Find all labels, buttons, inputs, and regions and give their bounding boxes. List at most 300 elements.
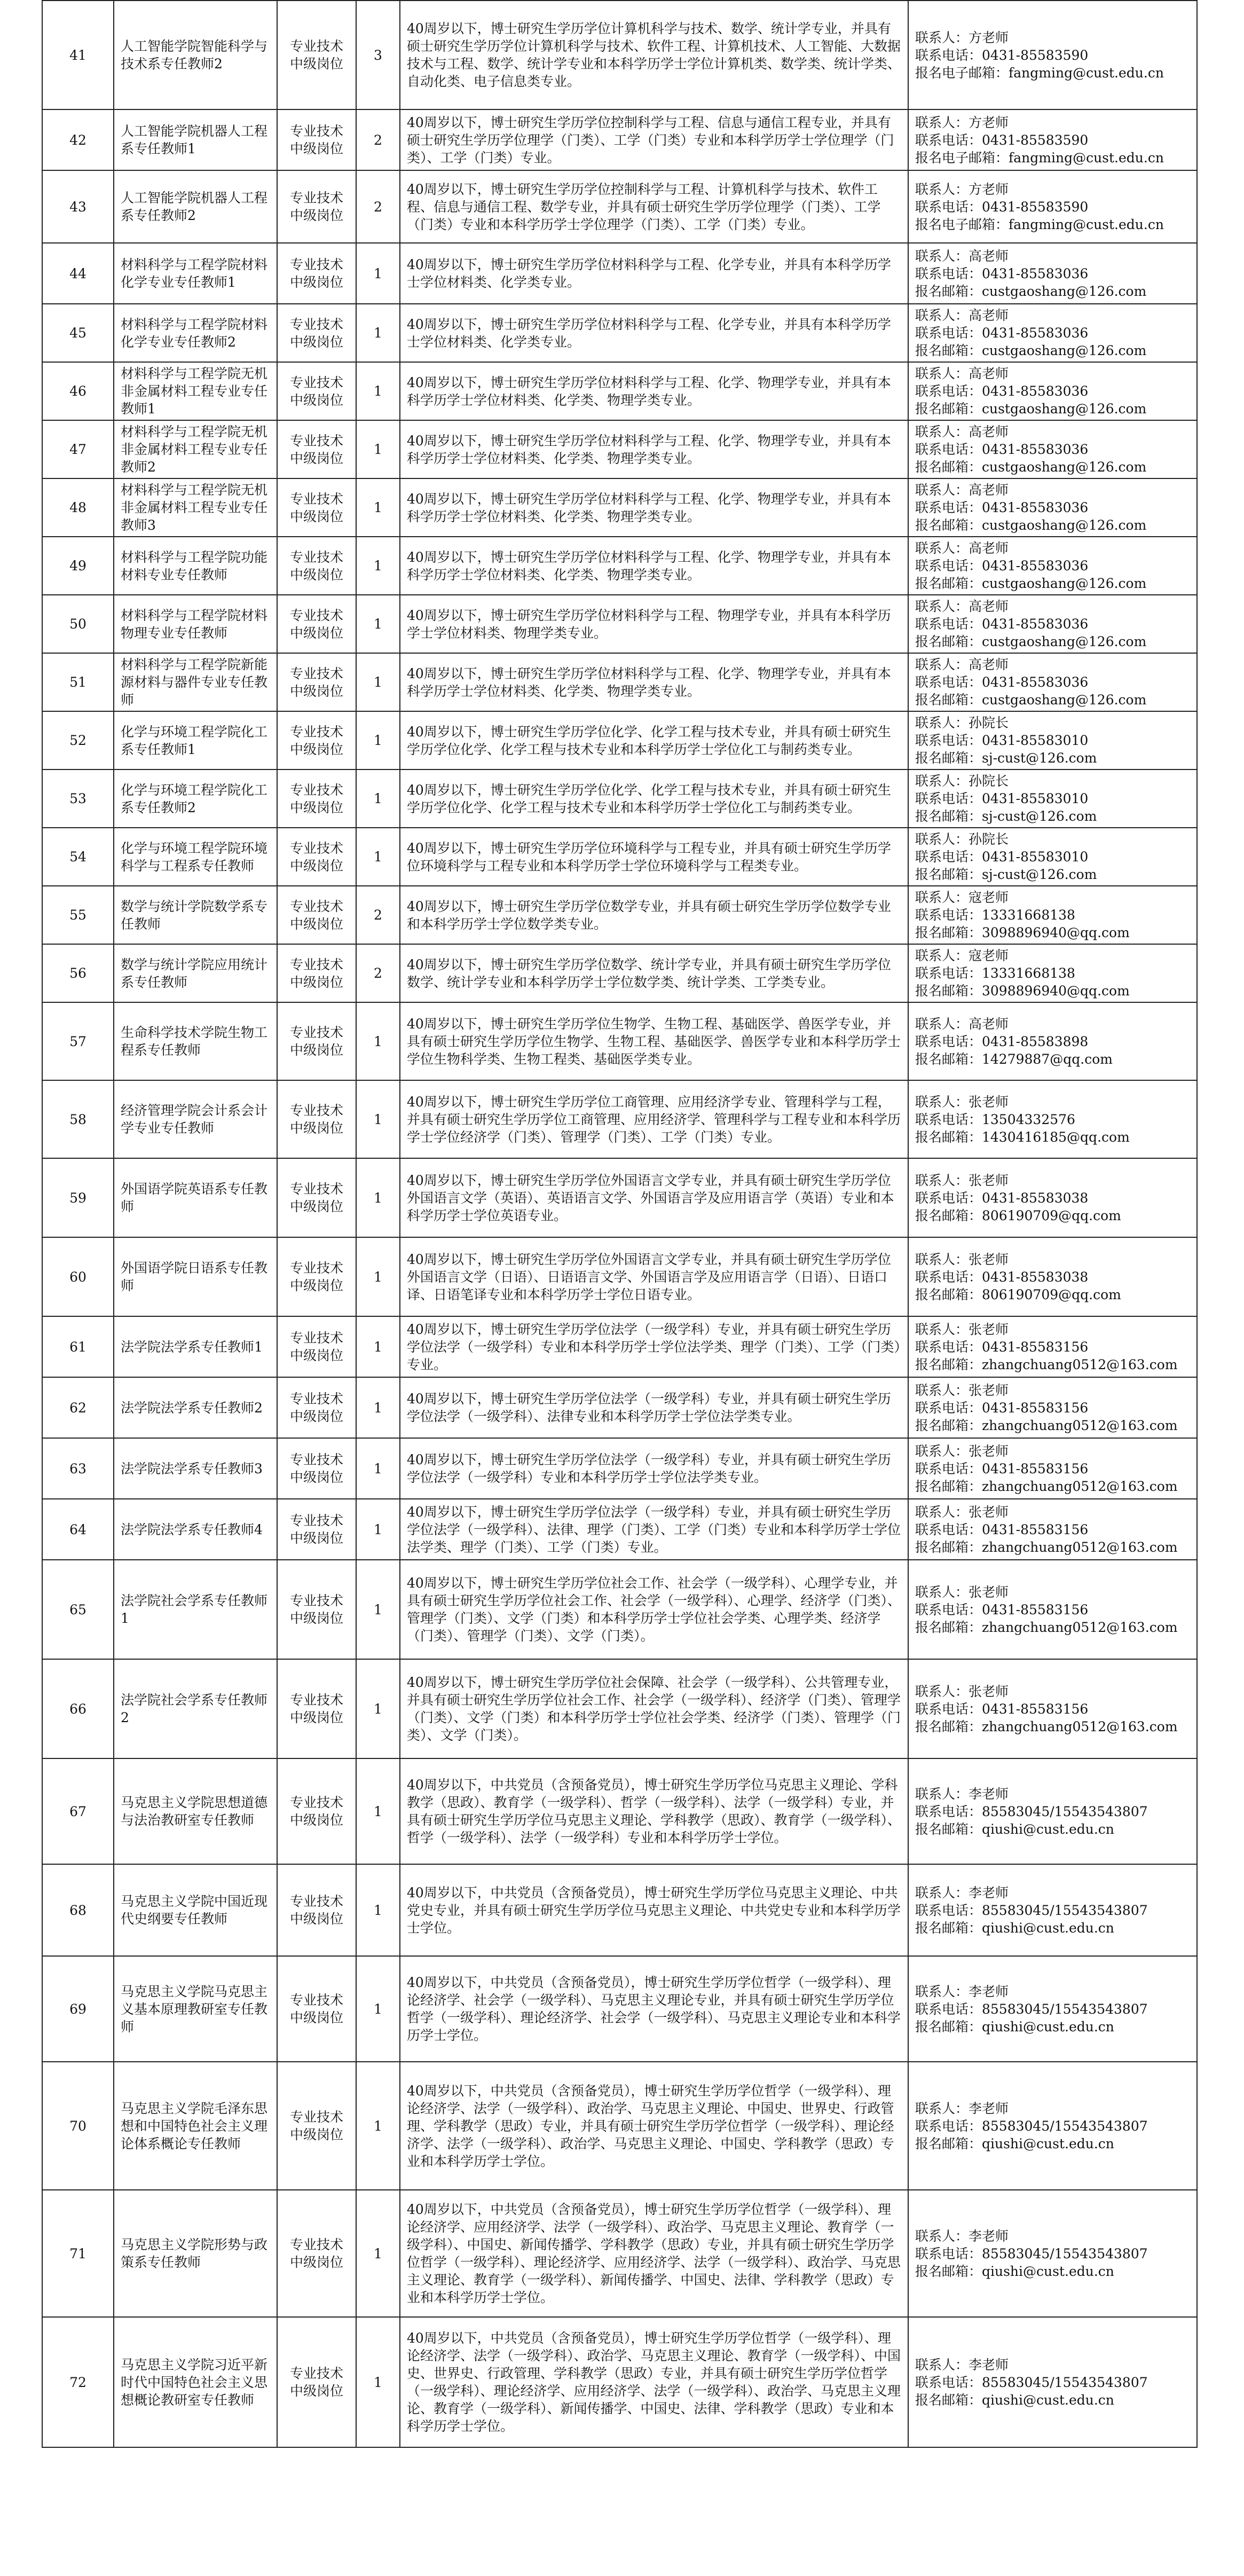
table-row: [42, 1956, 1197, 2062]
row-number-cell: 69: [42, 1956, 114, 2062]
position-name-cell: 外国语学院英语系专任教师: [114, 1158, 277, 1237]
position-type-cell: 专业技术中级岗位: [277, 1560, 356, 1659]
contact-person: 联系人：高老师: [915, 540, 1009, 556]
contact-cell: [908, 1659, 1197, 1758]
contact-person: 联系人：张老师: [915, 1382, 1009, 1398]
position-name-cell: 马克思主义学院思想道德与法治教研室专任教师: [114, 1758, 277, 1864]
requirements-cell: 40周岁以下，博士研究生学历学位化学、化学工程与技术专业，并具有硕士研究生学历学位化学、化学工程与技术专业和本科学历学士学位化工与制药类专业。: [400, 711, 908, 769]
position-type-cell: 专业技术中级岗位: [277, 362, 356, 420]
requirements-cell: 40周岁以下，博士研究生学历学位社会保障、社会学（一级学科）、公共管理专业，并具有硕士研究生学历学位社会工作、社会学（一级学科）、经济学（门类）、管理学（门类）、文学（门类）和本科学历学士学位社会学类、经济学（门类）、管理学（门类）、文学（门类）。: [400, 1659, 908, 1758]
table-row: [42, 537, 1197, 595]
position-type-cell: 专业技术中级岗位: [277, 1377, 356, 1438]
contact-cell: [908, 1316, 1197, 1377]
requirements-cell: 40周岁以下，博士研究生学历学位控制科学与工程、信息与通信工程专业，并具有硕士研究生学历学位理学（门类）、工学（门类）专业和本科学历学士学位理学（门类）、工学（门类）专业。: [400, 109, 908, 170]
contact-email[interactable]: 报名邮箱：qiushi@cust.edu.cn: [915, 1821, 1114, 1837]
table-row: [42, 170, 1197, 243]
row-number-cell: 50: [42, 595, 114, 653]
contact-email[interactable]: 报名邮箱：806190709@qq.com: [915, 1207, 1121, 1223]
requirements-cell: 40周岁以下，博士研究生学历学位材料科学与工程、物理学专业，并具有本科学历学士学位材料类、物理学类专业。: [400, 595, 908, 653]
contact-cell: [908, 653, 1197, 711]
contact-person: 联系人：李老师: [915, 1884, 1009, 1900]
position-type-cell: 专业技术中级岗位: [277, 1956, 356, 2062]
table-row: [42, 420, 1197, 478]
contact-email[interactable]: 报名邮箱：qiushi@cust.edu.cn: [915, 2135, 1114, 2151]
position-type-cell: 专业技术中级岗位: [277, 1237, 356, 1316]
requirements-cell: 40周岁以下，博士研究生学历学位工商管理、应用经济学专业、管理科学与工程，并具有硕士研究生学历学位工商管理、应用经济学、管理科学与工程专业和本科学历学士学位经济学（门类）、管理学（门类）、工学（门类）专业。: [400, 1080, 908, 1158]
headcount-cell: 3: [356, 1, 400, 109]
position-name-cell: 数学与统计学院数学系专任教师: [114, 886, 277, 944]
table-row: [42, 2062, 1197, 2190]
contact-phone: 联系电话：13504332576: [915, 1111, 1075, 1127]
table-row: [42, 478, 1197, 537]
contact-phone: 联系电话：0431-85583038: [915, 1269, 1089, 1285]
requirements-cell: 40周岁以下，博士研究生学历学位控制科学与工程、计算机科学与技术、软件工程、信息与通信工程、数学专业，并具有硕士研究生学历学位理学（门类）、工学（门类）专业和本科学历学士学位理学（门类）、工学（门类）专业。: [400, 170, 908, 243]
contact-email[interactable]: 报名电子邮箱：fangming@cust.edu.cn: [915, 65, 1164, 81]
table-row: [42, 1237, 1197, 1316]
requirements-cell: 40周岁以下，博士研究生学历学位法学（一级学科）专业，并具有硕士研究生学历学位法学（一级学科）、法律、理学（门类）、工学（门类）专业和本科学历学士学位法学类、理学（门类）、工学（门类）专业。: [400, 1499, 908, 1560]
headcount-cell: 1: [356, 1758, 400, 1864]
contact-email[interactable]: 报名邮箱：zhangchuang0512@163.com: [915, 1539, 1178, 1555]
contact-person: 联系人：李老师: [915, 1786, 1009, 1802]
position-name-cell: 材料科学与工程学院无机非金属材料工程专业专任教师1: [114, 362, 277, 420]
contact-email[interactable]: 报名邮箱：custgaoshang@126.com: [915, 401, 1147, 417]
contact-person: 联系人：高老师: [915, 424, 1009, 439]
position-name-cell: 人工智能学院智能科学与技术系专任教师2: [114, 1, 277, 109]
contact-cell: [908, 1864, 1197, 1956]
requirements-cell: 40周岁以下，博士研究生学历学位材料科学与工程、化学、物理学专业，并具有本科学历学士学位材料类、化学类、物理学类专业。: [400, 478, 908, 537]
contact-cell: [908, 243, 1197, 304]
contact-phone: 联系电话：0431-85583156: [915, 1460, 1089, 1477]
contact-cell: [908, 109, 1197, 170]
row-number-cell: 67: [42, 1758, 114, 1864]
position-name-cell: 材料科学与工程学院无机非金属材料工程专业专任教师3: [114, 478, 277, 537]
requirements-cell: 40周岁以下，博士研究生学历学位法学（一级学科）专业，并具有硕士研究生学历学位法学（一级学科）、法律专业和本科学历学士学位法学类专业。: [400, 1377, 908, 1438]
headcount-cell: 1: [356, 1237, 400, 1316]
contact-cell: [908, 304, 1197, 362]
row-number-cell: 44: [42, 243, 114, 304]
contact-cell: [908, 362, 1197, 420]
contact-email[interactable]: 报名邮箱：806190709@qq.com: [915, 1286, 1121, 1302]
contact-person: 联系人：张老师: [915, 1321, 1009, 1337]
row-number-cell: 47: [42, 420, 114, 478]
contact-person: 联系人：方老师: [915, 181, 1009, 197]
contact-email[interactable]: 报名邮箱：1430416185@qq.com: [915, 1129, 1130, 1145]
table-row: [42, 109, 1197, 170]
requirements-cell: 40周岁以下，博士研究生学历学位材料科学与工程、化学专业，并具有本科学历学士学位材料类、化学类专业。: [400, 304, 908, 362]
contact-email[interactable]: 报名邮箱：sj-cust@126.com: [915, 750, 1097, 766]
contact-email[interactable]: 报名邮箱：qiushi@cust.edu.cn: [915, 2392, 1114, 2408]
contact-phone: 联系电话：0431-85583156: [915, 1339, 1089, 1355]
row-number-cell: 71: [42, 2190, 114, 2317]
position-name-cell: 马克思主义学院毛泽东思想和中国特色社会主义理论体系概论专任教师: [114, 2062, 277, 2190]
position-name-cell: 材料科学与工程学院材料化学专业专任教师1: [114, 243, 277, 304]
position-name-cell: 化学与环境工程学院环境科学与工程系专任教师: [114, 828, 277, 886]
contact-cell: [908, 1237, 1197, 1316]
position-type-cell: 专业技术中级岗位: [277, 2317, 356, 2447]
position-name-cell: 数学与统计学院应用统计系专任教师: [114, 944, 277, 1002]
position-type-cell: 专业技术中级岗位: [277, 170, 356, 243]
headcount-cell: 1: [356, 243, 400, 304]
table-row: [42, 1560, 1197, 1659]
position-name-cell: 法学院法学系专任教师4: [114, 1499, 277, 1560]
position-name-cell: 材料科学与工程学院功能材料专业专任教师: [114, 537, 277, 595]
contact-email[interactable]: 报名邮箱：custgaoshang@126.com: [915, 576, 1147, 591]
headcount-cell: 1: [356, 2062, 400, 2190]
contact-cell: [908, 828, 1197, 886]
table-row: [42, 1864, 1197, 1956]
headcount-cell: 1: [356, 1560, 400, 1659]
contact-phone: 联系电话：0431-85583156: [915, 1601, 1089, 1617]
contact-cell: [908, 886, 1197, 944]
contact-cell: [908, 1002, 1197, 1080]
requirements-cell: 40周岁以下，博士研究生学历学位数学专业，并具有硕士研究生学历学位数学专业和本科学历学士学位数学类专业。: [400, 886, 908, 944]
position-name-cell: 外国语学院日语系专任教师: [114, 1237, 277, 1316]
contact-email[interactable]: 报名邮箱：qiushi@cust.edu.cn: [915, 2019, 1114, 2035]
contact-phone: 联系电话：0431-85583036: [915, 674, 1089, 690]
position-type-cell: 专业技术中级岗位: [277, 2190, 356, 2317]
headcount-cell: 2: [356, 944, 400, 1002]
row-number-cell: 61: [42, 1316, 114, 1377]
position-type-cell: 专业技术中级岗位: [277, 1002, 356, 1080]
contact-email[interactable]: 报名邮箱：sj-cust@126.com: [915, 808, 1097, 824]
table-row: [42, 1, 1197, 109]
contact-person: 联系人：张老师: [915, 1172, 1009, 1188]
position-name-cell: 生命科学技术学院生物工程系专任教师: [114, 1002, 277, 1080]
contact-cell: [908, 2062, 1197, 2190]
requirements-cell: 40周岁以下，博士研究生学历学位材料科学与工程、化学、物理学专业，并具有本科学历学士学位材料类、化学类、物理学类专业。: [400, 420, 908, 478]
contact-person: 联系人：李老师: [915, 2100, 1009, 2116]
table-row: [42, 595, 1197, 653]
position-name-cell: 经济管理学院会计系会计学专业专任教师: [114, 1080, 277, 1158]
requirements-cell: 40周岁以下，博士研究生学历学位数学、统计学专业，并具有硕士研究生学历学位数学、统计学专业和本科学历学士学位数学类、统计学类、工学类专业。: [400, 944, 908, 1002]
table-row: [42, 362, 1197, 420]
contact-cell: [908, 420, 1197, 478]
requirements-cell: 40周岁以下，中共党员（含预备党员），博士研究生学历学位马克思主义理论、学科教学（思政）、教育学（一级学科）、哲学（一级学科）、法学（一级学科）专业，并具有硕士研究生学历学位马克思主义理论、学科教学（思政）、教育学（一级学科）、哲学（一级学科）、法学（一级学科）专业和本科学历学士学位。: [400, 1758, 908, 1864]
position-type-cell: 专业技术中级岗位: [277, 653, 356, 711]
table-row: [42, 653, 1197, 711]
position-type-cell: 专业技术中级岗位: [277, 1438, 356, 1499]
requirements-cell: 40周岁以下，博士研究生学历学位材料科学与工程、化学、物理学专业，并具有本科学历学士学位材料类、化学类、物理学类专业。: [400, 362, 908, 420]
contact-cell: [908, 478, 1197, 537]
contact-person: 联系人：孙院长: [915, 831, 1009, 847]
contact-person: 联系人：李老师: [915, 2228, 1009, 2244]
contact-email[interactable]: 报名电子邮箱：fangming@cust.edu.cn: [915, 150, 1164, 166]
position-name-cell: 法学院法学系专任教师1: [114, 1316, 277, 1377]
contact-phone: 联系电话：13331668138: [915, 965, 1075, 981]
row-number-cell: 66: [42, 1659, 114, 1758]
row-number-cell: 53: [42, 769, 114, 828]
contact-person: 联系人：张老师: [915, 1504, 1009, 1520]
position-name-cell: 人工智能学院机器人工程系专任教师1: [114, 109, 277, 170]
position-type-cell: 专业技术中级岗位: [277, 1316, 356, 1377]
row-number-cell: 54: [42, 828, 114, 886]
position-type-cell: 专业技术中级岗位: [277, 1864, 356, 1956]
row-number-cell: 65: [42, 1560, 114, 1659]
position-type-cell: 专业技术中级岗位: [277, 595, 356, 653]
contact-cell: [908, 1499, 1197, 1560]
contact-phone: 联系电话：0431-85583156: [915, 1701, 1089, 1717]
contact-phone: 联系电话：0431-85583036: [915, 325, 1089, 341]
contact-phone: 联系电话：85583045/15543543807: [915, 2374, 1148, 2390]
table-row: [42, 886, 1197, 944]
contact-cell: [908, 1956, 1197, 2062]
headcount-cell: 1: [356, 362, 400, 420]
position-name-cell: 材料科学与工程学院新能源材料与器件专业专任教师: [114, 653, 277, 711]
position-name-cell: 马克思主义学院中国近现代史纲要专任教师: [114, 1864, 277, 1956]
row-number-cell: 43: [42, 170, 114, 243]
position-type-cell: 专业技术中级岗位: [277, 1499, 356, 1560]
row-number-cell: 63: [42, 1438, 114, 1499]
headcount-cell: 1: [356, 1316, 400, 1377]
headcount-cell: 1: [356, 1080, 400, 1158]
contact-cell: [908, 537, 1197, 595]
contact-person: 联系人：高老师: [915, 366, 1009, 381]
table-row: [42, 1499, 1197, 1560]
row-number-cell: 59: [42, 1158, 114, 1237]
headcount-cell: 1: [356, 653, 400, 711]
requirements-cell: 40周岁以下，博士研究生学历学位社会工作、社会学（一级学科）、心理学专业，并具有硕士研究生学历学位社会工作、社会学（一级学科）、心理学、经济学（门类）、管理学（门类）、文学（门类）和本科学历学士学位社会学类、心理学类、经济学（门类）、管理学（门类）、文学（门类）。: [400, 1560, 908, 1659]
contact-phone: 联系电话：0431-85583036: [915, 616, 1089, 632]
requirements-cell: 40周岁以下，博士研究生学历学位环境科学与工程专业，并具有硕士研究生学历学位环境科学与工程专业和本科学历学士学位环境科学与工程类专业。: [400, 828, 908, 886]
contact-person: 联系人：张老师: [915, 1584, 1009, 1600]
position-name-cell: 化学与环境工程学院化工系专任教师2: [114, 769, 277, 828]
position-type-cell: 专业技术中级岗位: [277, 828, 356, 886]
position-type-cell: 专业技术中级岗位: [277, 537, 356, 595]
headcount-cell: 1: [356, 537, 400, 595]
position-type-cell: 专业技术中级岗位: [277, 711, 356, 769]
row-number-cell: 41: [42, 1, 114, 109]
contact-email[interactable]: 报名邮箱：custgaoshang@126.com: [915, 283, 1147, 299]
requirements-cell: 40周岁以下，博士研究生学历学位计算机科学与技术、数学、统计学专业，并具有硕士研究生学历学位计算机科学与技术、软件工程、计算机技术、人工智能、大数据技术与工程、数学、统计学专业和本科学历学士学位计算机类、数学类、统计学类、自动化类、电子信息类专业。: [400, 1, 908, 109]
contact-email[interactable]: 报名邮箱：custgaoshang@126.com: [915, 634, 1147, 649]
position-type-cell: 专业技术中级岗位: [277, 944, 356, 1002]
table-row: [42, 243, 1197, 304]
requirements-cell: 40周岁以下，博士研究生学历学位外国语言文学专业，并具有硕士研究生学历学位外国语言文学（日语）、日语语言文学、外国语言学及应用语言学（日语）、日语口译、日语笔译专业和本科学历学士学位日语专业。: [400, 1237, 908, 1316]
contact-phone: 联系电话：85583045/15543543807: [915, 2245, 1148, 2261]
contact-email[interactable]: 报名邮箱：zhangchuang0512@163.com: [915, 1478, 1178, 1494]
table-row: [42, 828, 1197, 886]
row-number-cell: 45: [42, 304, 114, 362]
contact-email[interactable]: 报名邮箱：zhangchuang0512@163.com: [915, 1619, 1178, 1635]
contact-phone: 联系电话：0431-85583898: [915, 1033, 1089, 1049]
contact-phone: 联系电话：0431-85583010: [915, 791, 1089, 806]
position-name-cell: 法学院社会学系专任教师2: [114, 1659, 277, 1758]
contact-cell: [908, 711, 1197, 769]
contact-email[interactable]: 报名邮箱：qiushi@cust.edu.cn: [915, 2263, 1114, 2279]
position-type-cell: 专业技术中级岗位: [277, 769, 356, 828]
position-name-cell: 人工智能学院机器人工程系专任教师2: [114, 170, 277, 243]
headcount-cell: 1: [356, 769, 400, 828]
contact-person: 联系人：高老师: [915, 248, 1009, 264]
row-number-cell: 56: [42, 944, 114, 1002]
contact-person: 联系人：李老师: [915, 2357, 1009, 2373]
position-type-cell: 专业技术中级岗位: [277, 1659, 356, 1758]
requirements-cell: 40周岁以下，中共党员（含预备党员），博士研究生学历学位哲学（一级学科）、理论经济学、应用经济学、法学（一级学科）、政治学、马克思主义理论、教育学（一级学科）、中国史、新闻传播学、学科教学（思政）专业，并具有硕士研究生学历学位哲学（一级学科）、理论经济学、应用经济学、法学（一级学科）、政治学、马克思主义理论、教育学（一级学科）、新闻传播学、中国史、法律、学科教学（思政）专业和本科学历学士学位。: [400, 2190, 908, 2317]
contact-email[interactable]: 报名电子邮箱：fangming@cust.edu.cn: [915, 216, 1164, 232]
requirements-cell: 40周岁以下，中共党员（含预备党员），博士研究生学历学位马克思主义理论、中共党史专业，并具有硕士研究生学历学位马克思主义理论、中共党史专业和本科学历学士学位。: [400, 1864, 908, 1956]
position-type-cell: 专业技术中级岗位: [277, 886, 356, 944]
contact-phone: 联系电话：0431-85583036: [915, 558, 1089, 574]
position-type-cell: 专业技术中级岗位: [277, 304, 356, 362]
contact-cell: [908, 595, 1197, 653]
contact-person: 联系人：寇老师: [915, 948, 1009, 963]
row-number-cell: 60: [42, 1237, 114, 1316]
contact-cell: [908, 1438, 1197, 1499]
table-row: [42, 304, 1197, 362]
contact-phone: 联系电话：0431-85583036: [915, 265, 1089, 281]
headcount-cell: 2: [356, 170, 400, 243]
requirements-cell: 40周岁以下，中共党员（含预备党员），博士研究生学历学位哲学（一级学科）、理论经济学、法学（一级学科）、政治学、马克思主义理论、中国史、世界史、行政管理、学科教学（思政）专业，并具有硕士研究生学历学位哲学（一级学科）、理论经济学、法学（一级学科）、政治学、马克思主义理论、中国史、学科教学（思政）专业和本科学历学士学位。: [400, 2062, 908, 2190]
requirements-cell: 40周岁以下，博士研究生学历学位材料科学与工程、化学、物理学专业，并具有本科学历学士学位材料类、化学类、物理学类专业。: [400, 537, 908, 595]
contact-phone: 联系电话：0431-85583590: [915, 47, 1089, 63]
contact-email[interactable]: 报名邮箱：qiushi@cust.edu.cn: [915, 1920, 1114, 1936]
table-row: [42, 711, 1197, 769]
contact-email[interactable]: 报名邮箱：3098896940@qq.com: [915, 925, 1130, 940]
row-number-cell: 64: [42, 1499, 114, 1560]
table-body: [42, 1, 1197, 2447]
contact-person: 联系人：方老师: [915, 114, 1009, 130]
headcount-cell: 1: [356, 1499, 400, 1560]
contact-person: 联系人：方老师: [915, 29, 1009, 45]
contact-phone: 联系电话：85583045/15543543807: [915, 1803, 1148, 1819]
recruitment-table: [42, 0, 1198, 2448]
position-type-cell: 专业技术中级岗位: [277, 2062, 356, 2190]
position-name-cell: 材料科学与工程学院材料物理专业专任教师: [114, 595, 277, 653]
table-row: [42, 944, 1197, 1002]
contact-phone: 联系电话：13331668138: [915, 907, 1075, 923]
contact-person: 联系人：李老师: [915, 1983, 1009, 1999]
position-name-cell: 法学院法学系专任教师2: [114, 1377, 277, 1438]
contact-cell: [908, 769, 1197, 828]
contact-person: 联系人：高老师: [915, 599, 1009, 614]
contact-email[interactable]: 报名邮箱：custgaoshang@126.com: [915, 343, 1147, 358]
contact-phone: 联系电话：0431-85583156: [915, 1400, 1089, 1416]
contact-cell: [908, 1158, 1197, 1237]
contact-cell: [908, 1, 1197, 109]
contact-email[interactable]: 报名邮箱：custgaoshang@126.com: [915, 692, 1147, 708]
position-type-cell: 专业技术中级岗位: [277, 243, 356, 304]
table-row: [42, 769, 1197, 828]
position-name-cell: 材料科学与工程学院材料化学专业专任教师2: [114, 304, 277, 362]
requirements-cell: 40周岁以下，博士研究生学历学位生物学、生物工程、基础医学、兽医学专业，并具有硕士研究生学历学位生物学、生物工程、基础医学、兽医学专业和本科学历学士学位生物科学类、生物工程类、基础医学类专业。: [400, 1002, 908, 1080]
headcount-cell: 1: [356, 1377, 400, 1438]
requirements-cell: 40周岁以下，博士研究生学历学位外国语言文学专业，并具有硕士研究生学历学位外国语言文学（英语）、英语语言文学、外国语言学及应用语言学（英语）专业和本科学历学士学位英语专业。: [400, 1158, 908, 1237]
contact-person: 联系人：张老师: [915, 1443, 1009, 1459]
position-type-cell: 专业技术中级岗位: [277, 1758, 356, 1864]
contact-person: 联系人：寇老师: [915, 890, 1009, 905]
contact-person: 联系人：张老师: [915, 1683, 1009, 1699]
headcount-cell: 1: [356, 711, 400, 769]
headcount-cell: 1: [356, 420, 400, 478]
contact-phone: 联系电话：0431-85583038: [915, 1190, 1089, 1206]
row-number-cell: 42: [42, 109, 114, 170]
position-type-cell: 专业技术中级岗位: [277, 1080, 356, 1158]
row-number-cell: 57: [42, 1002, 114, 1080]
headcount-cell: 1: [356, 2317, 400, 2447]
contact-phone: 联系电话：0431-85583010: [915, 849, 1089, 865]
requirements-cell: 40周岁以下，中共党员（含预备党员），博士研究生学历学位哲学（一级学科）、理论经济学、法学（一级学科）、政治学、马克思主义理论、教育学（一级学科）、中国史、世界史、行政管理、学科教学（思政）专业，并具有硕士研究生学历学位哲学（一级学科）、理论经济学、应用经济学、法学（一级学科）、政治学、马克思主义理论、教育学（一级学科）、新闻传播学、中国史、法律、学科教学（思政）专业和本科学历学士学位。: [400, 2317, 908, 2447]
headcount-cell: 1: [356, 1002, 400, 1080]
contact-person: 联系人：孙院长: [915, 715, 1009, 731]
table-row: [42, 1158, 1197, 1237]
position-name-cell: 法学院法学系专任教师3: [114, 1438, 277, 1499]
requirements-cell: 40周岁以下，博士研究生学历学位法学（一级学科）专业，并具有硕士研究生学历学位法学（一级学科）专业和本科学历学士学位法学类专业。: [400, 1438, 908, 1499]
contact-email[interactable]: 报名邮箱：sj-cust@126.com: [915, 867, 1097, 882]
position-name-cell: 材料科学与工程学院无机非金属材料工程专业专任教师2: [114, 420, 277, 478]
row-number-cell: 58: [42, 1080, 114, 1158]
contact-person: 联系人：孙院长: [915, 773, 1009, 789]
contact-email[interactable]: 报名邮箱：custgaoshang@126.com: [915, 517, 1147, 533]
position-type-cell: 专业技术中级岗位: [277, 109, 356, 170]
headcount-cell: 1: [356, 1659, 400, 1758]
requirements-cell: 40周岁以下，博士研究生学历学位材料科学与工程、化学专业，并具有本科学历学士学位材料类、化学类专业。: [400, 243, 908, 304]
contact-email[interactable]: 报名邮箱：zhangchuang0512@163.com: [915, 1718, 1178, 1734]
contact-cell: [908, 2190, 1197, 2317]
position-type-cell: 专业技术中级岗位: [277, 1, 356, 109]
position-type-cell: 专业技术中级岗位: [277, 478, 356, 537]
row-number-cell: 72: [42, 2317, 114, 2447]
contact-phone: 联系电话：0431-85583036: [915, 442, 1089, 457]
contact-phone: 联系电话：0431-85583036: [915, 500, 1089, 515]
headcount-cell: 1: [356, 595, 400, 653]
contact-phone: 联系电话：0431-85583590: [915, 132, 1089, 148]
headcount-cell: 1: [356, 304, 400, 362]
row-number-cell: 49: [42, 537, 114, 595]
headcount-cell: 1: [356, 478, 400, 537]
position-name-cell: 马克思主义学院马克思主义基本原理教研室专任教师: [114, 1956, 277, 2062]
contact-cell: [908, 2317, 1197, 2447]
table-row: [42, 1438, 1197, 1499]
headcount-cell: 1: [356, 2190, 400, 2317]
contact-person: 联系人：高老师: [915, 308, 1009, 323]
contact-cell: [908, 1377, 1197, 1438]
contact-cell: [908, 1560, 1197, 1659]
requirements-cell: 40周岁以下，博士研究生学历学位材料科学与工程、化学、物理学专业，并具有本科学历学士学位材料类、化学类、物理学类专业。: [400, 653, 908, 711]
position-name-cell: 化学与环境工程学院化工系专任教师1: [114, 711, 277, 769]
requirements-cell: 40周岁以下，博士研究生学历学位法学（一级学科）专业，并具有硕士研究生学历学位法学（一级学科）专业和本科学历学士学位法学类、理学（门类）、工学（门类）专业。: [400, 1316, 908, 1377]
table-row: [42, 1377, 1197, 1438]
row-number-cell: 62: [42, 1377, 114, 1438]
contact-email[interactable]: 报名邮箱：custgaoshang@126.com: [915, 459, 1147, 475]
headcount-cell: 1: [356, 1864, 400, 1956]
row-number-cell: 70: [42, 2062, 114, 2190]
headcount-cell: 1: [356, 1956, 400, 2062]
row-number-cell: 46: [42, 362, 114, 420]
contact-cell: [908, 944, 1197, 1002]
contact-phone: 联系电话：0431-85583156: [915, 1521, 1089, 1537]
table-row: [42, 1659, 1197, 1758]
contact-email[interactable]: 报名邮箱：zhangchuang0512@163.com: [915, 1417, 1178, 1433]
table-row: [42, 2190, 1197, 2317]
contact-email[interactable]: 报名邮箱：14279887@qq.com: [915, 1051, 1113, 1067]
table-row: [42, 1002, 1197, 1080]
row-number-cell: 48: [42, 478, 114, 537]
contact-email[interactable]: 报名邮箱：zhangchuang0512@163.com: [915, 1356, 1178, 1372]
contact-person: 联系人：张老师: [915, 1094, 1009, 1110]
contact-email[interactable]: 报名邮箱：3098896940@qq.com: [915, 983, 1130, 999]
headcount-cell: 1: [356, 1438, 400, 1499]
position-name-cell: 马克思主义学院习近平新时代中国特色社会主义思想概论教研室专任教师: [114, 2317, 277, 2447]
contact-phone: 联系电话：85583045/15543543807: [915, 2001, 1148, 2017]
table-row: [42, 1758, 1197, 1864]
contact-phone: 联系电话：0431-85583036: [915, 383, 1089, 399]
contact-phone: 联系电话：85583045/15543543807: [915, 1902, 1148, 1918]
headcount-cell: 1: [356, 1158, 400, 1237]
contact-phone: 联系电话：0431-85583010: [915, 733, 1089, 748]
headcount-cell: 2: [356, 109, 400, 170]
table-row: [42, 1080, 1197, 1158]
position-name-cell: 马克思主义学院形势与政策系专任教师: [114, 2190, 277, 2317]
